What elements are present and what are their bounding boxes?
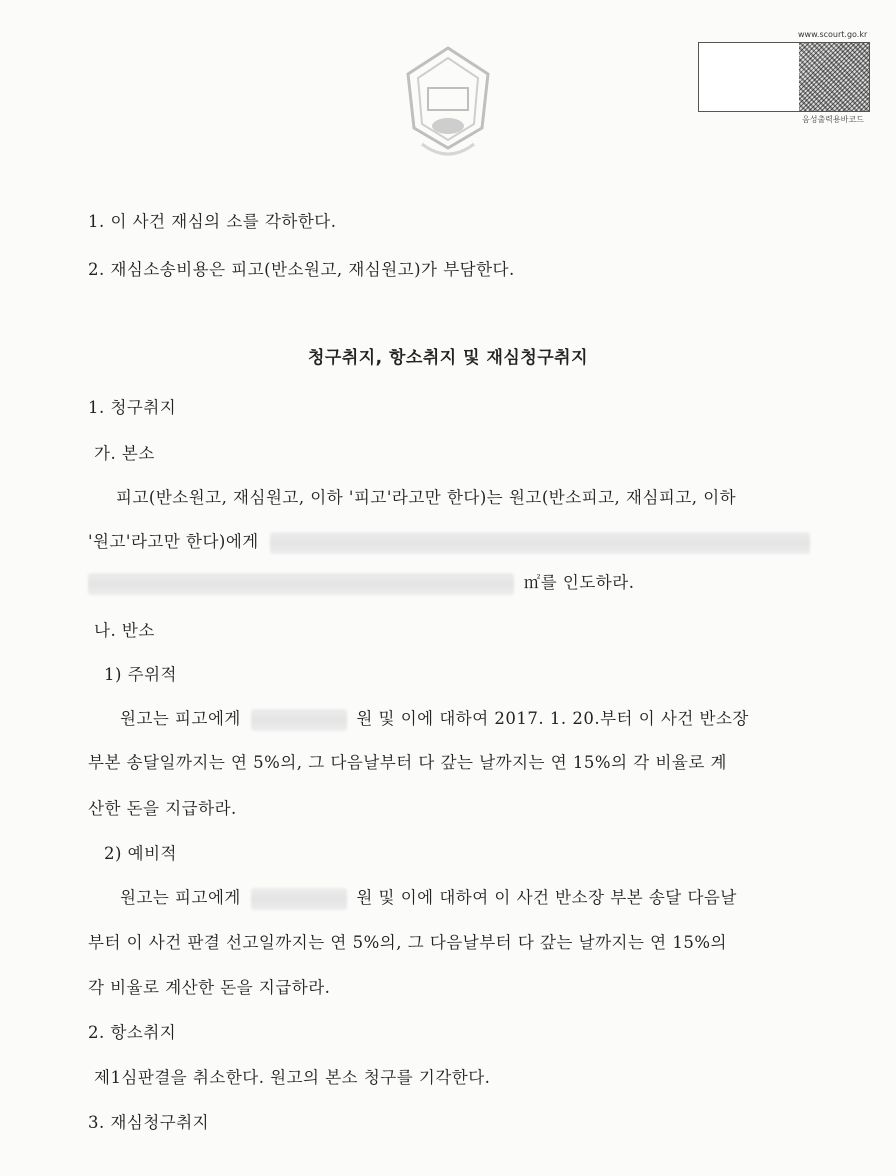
court-seal-icon [402, 44, 494, 164]
site-url: www.scourt.go.kr [798, 30, 868, 39]
primary-line-1-tail: 원 및 이에 대하여 2017. 1. 20.부터 이 사건 반소장 [356, 709, 749, 728]
counter-claim-heading: 나. 반소 [94, 621, 155, 640]
primary-line-2: 부본 송달일까지는 연 5%의, 그 다음날부터 다 갚는 날까지는 연 15%의 각 비율로 계 [88, 753, 727, 772]
secondary-line-2: 부터 이 사건 판결 선고일까지는 연 5%의, 그 다음날부터 다 갚는 날까지는 연 15%의 [88, 933, 727, 952]
barcode-frame [698, 42, 870, 112]
primary-line-1 [120, 705, 749, 731]
primary-heading: 1) 주위적 [104, 665, 177, 684]
secondary-line-3: 각 비율로 계산한 돈을 지급하라. [88, 978, 331, 997]
barcode-icon [799, 43, 869, 111]
judgment-item-2: 2. 재심소송비용은 피고(반소원고, 재심원고)가 부담한다. [88, 260, 515, 279]
main-claim-line-1: 피고(반소원고, 재심원고, 이하 '피고'라고만 한다)는 원고(반소피고, 재심피고, 이하 [116, 488, 737, 507]
secondary-line-1 [120, 884, 737, 910]
primary-line-1-head: 원고는 피고에게 [120, 709, 241, 728]
main-claim-line-3-text: ㎡를 인도하라. [523, 573, 635, 592]
secondary-heading: 2) 예비적 [104, 844, 177, 863]
main-claim-line-2 [88, 528, 810, 554]
secondary-line-1-head: 원고는 피고에게 [120, 888, 241, 907]
redacted-amount [251, 888, 347, 910]
main-claim-heading: 가. 본소 [94, 444, 155, 463]
redacted-block [270, 532, 810, 554]
redacted-block [88, 573, 514, 595]
claims-heading: 1. 청구취지 [88, 398, 177, 417]
retrial-heading: 3. 재심청구취지 [88, 1113, 210, 1132]
main-claim-line-2-text: '원고'라고만 한다)에게 [88, 532, 259, 551]
section-title: 청구취지, 항소취지 및 재심청구취지 [307, 348, 589, 368]
barcode-caption: 음성출력용바코드 [802, 115, 864, 124]
redacted-amount [251, 709, 347, 731]
appeal-text: 제1심판결을 취소한다. 원고의 본소 청구를 기각한다. [94, 1068, 491, 1087]
secondary-line-1-tail: 원 및 이에 대하여 이 사건 반소장 부본 송달 다음날 [356, 888, 737, 907]
appeal-heading: 2. 항소취지 [88, 1023, 177, 1042]
main-claim-line-3 [88, 569, 634, 595]
primary-line-3: 산한 돈을 지급하라. [88, 799, 237, 818]
judgment-item-1: 1. 이 사건 재심의 소를 각하한다. [88, 212, 337, 231]
